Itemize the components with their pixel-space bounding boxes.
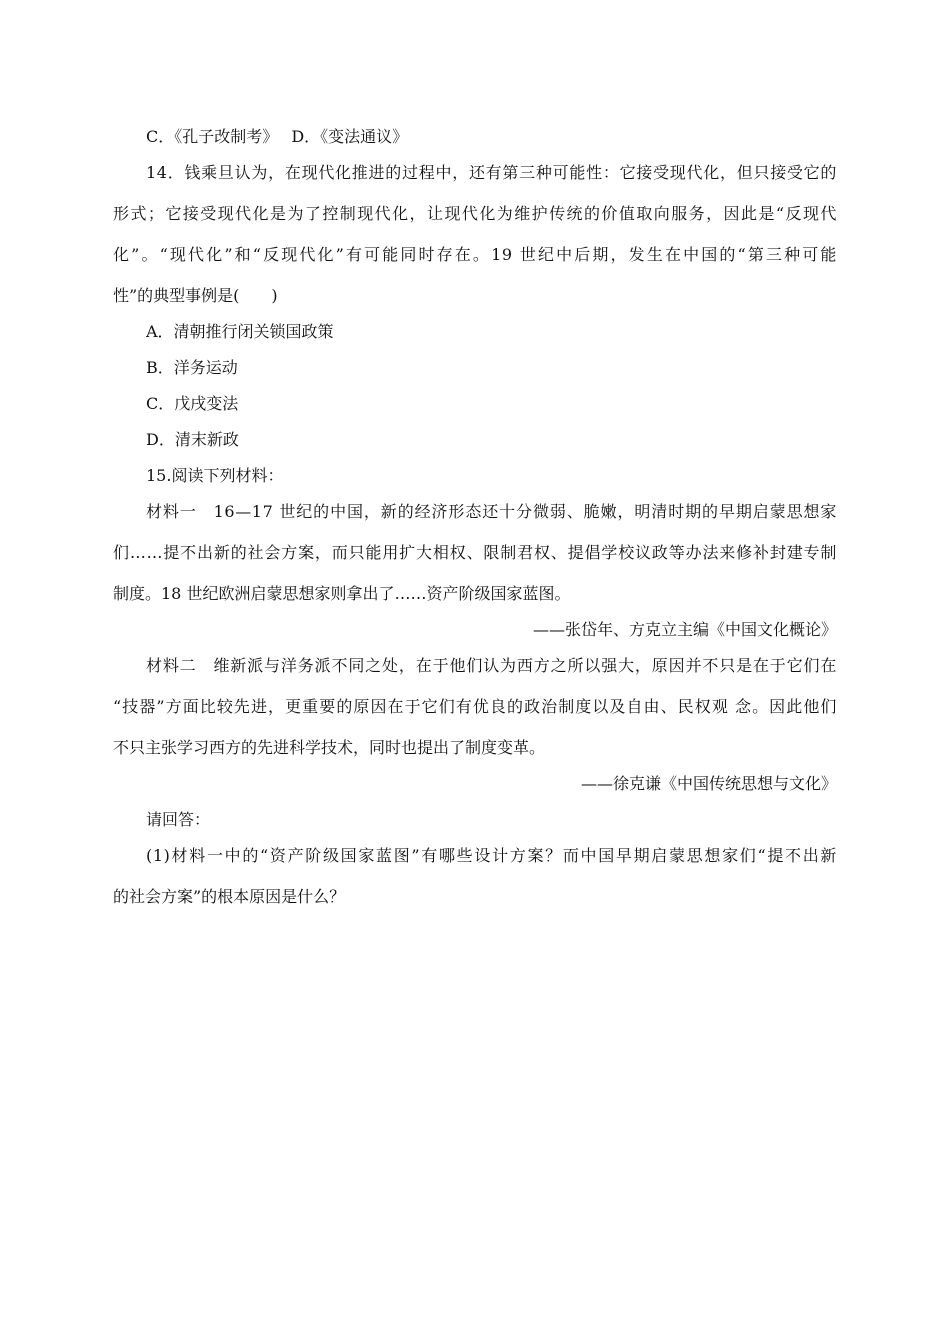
question1-line-2: 的社会方案”的根本原因是什么？ (113, 887, 346, 906)
material2-line-1: 材料二 维新派与洋务派不同之处，在于他们认为西方之所以强大，原因并不只是在于它们在 (146, 656, 837, 675)
q15-intro: 15.阅读下列材料： (146, 466, 284, 485)
q14-option-a: A．清朝推行闭关锁国政策 (146, 322, 334, 341)
q14-stem-line-4: 性”的典型事例是( ) (113, 286, 278, 305)
material2-line-3: 不只主张学习西方的先进科学技术，同时也提出了制度变革。 (113, 738, 546, 757)
material1-source: ——张岱年、方克立主编《中国文化概论》 (532, 620, 837, 639)
q14-option-d: D．清末新政 (146, 430, 239, 449)
q14-stem-line-1: 14．钱乘旦认为，在现代化推进的过程中，还有第三种可能性：它接受现代化，但只接受它的 (146, 163, 837, 182)
question1-line-1: (1)材料一中的“资产阶级国家蓝图”有哪些设计方案？而中国早期启蒙思想家们“提不出新 (146, 846, 837, 865)
q14-option-c: C．戊戌变法 (146, 394, 239, 413)
material2-line-2: “技器”方面比较先进，更重要的原因在于它们有优良的政治制度以及自由、民权观 念。因此他们 (113, 697, 837, 716)
answer-prompt: 请回答： (146, 810, 211, 829)
q14-stem-line-3: 化”。“现代化”和“反现代化”有可能同时存在。19 世纪中后期，发生在中国的“第三种可能 (113, 245, 837, 264)
material1-line-1: 材料一 16—17 世纪的中国，新的经济形态还十分微弱、脆嫩，明清时期的早期启蒙思想家 (146, 502, 837, 521)
material1-line-3: 制度。18 世纪欧洲启蒙思想家则拿出了……资产阶级国家蓝图。 (113, 584, 571, 603)
q14-stem-line-2: 形式；它接受现代化是为了控制现代化，让现代化为维护传统的价值取向服务，因此是“反现代 (113, 204, 837, 223)
q14-option-b: B．洋务运动 (146, 358, 238, 377)
q13-options: C．《孔子改制考》 D．《变法通议》 (146, 127, 409, 146)
material1-line-2: 们……提不出新的社会方案，而只能用扩大相权、限制君权、提倡学校议政等办法来修补封建专制 (113, 543, 837, 562)
material2-source: ——徐克谦《中国传统思想与文化》 (580, 774, 837, 793)
